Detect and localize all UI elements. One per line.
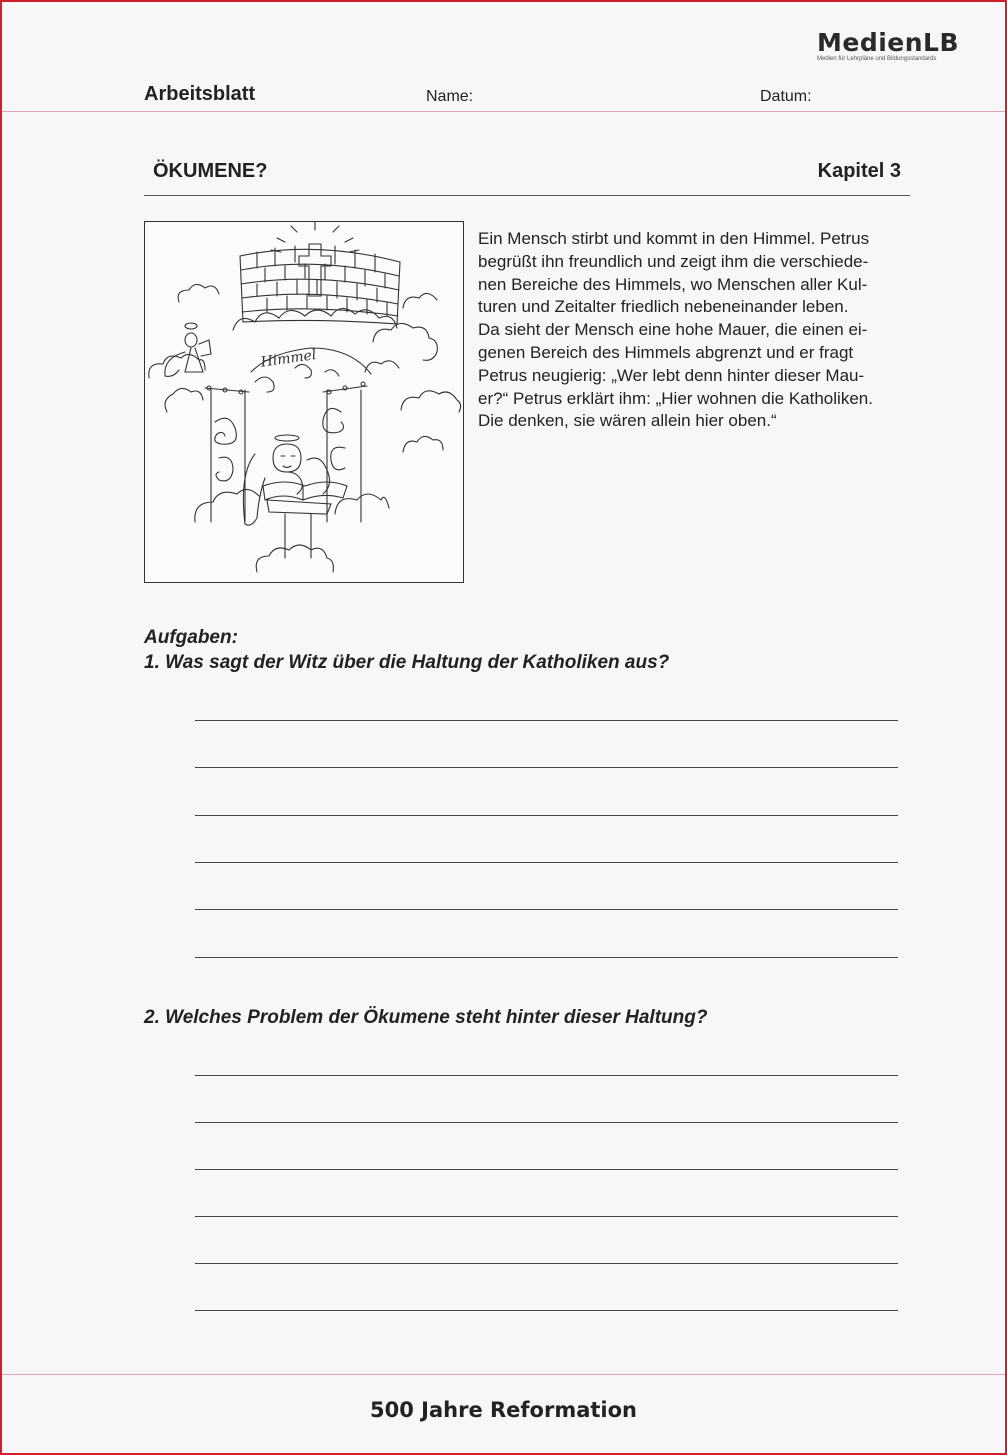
page-title: ÖKUMENE? <box>153 160 268 182</box>
question-1: 1. Was sagt der Witz über die Haltung der Katholiken aus? <box>144 652 670 673</box>
joke-line: turen und Zeitalter friedlich nebeneinander leben. <box>478 297 849 317</box>
answer-line-q1[interactable] <box>195 815 898 816</box>
name-label: Name: <box>426 88 474 105</box>
joke-line: Da sieht der Mensch eine hohe Mauer, die einen ei- <box>478 320 868 340</box>
worksheet-label: Arbeitsblatt <box>144 83 256 105</box>
joke-line: Die denken, sie wären allein hier oben.“ <box>478 411 777 431</box>
answer-line-q2[interactable] <box>195 1169 898 1170</box>
tasks-heading: Aufgaben: <box>144 627 238 648</box>
answer-line-q2[interactable] <box>195 1075 898 1076</box>
joke-line: Ein Mensch stirbt und kommt in den Himmel. Petrus <box>478 229 870 248</box>
answer-line-q1[interactable] <box>195 720 898 721</box>
footer-divider <box>2 1374 1005 1375</box>
answer-line-q1[interactable] <box>195 862 898 863</box>
heaven-drawing <box>145 222 463 582</box>
medienlb-logo <box>817 30 962 63</box>
logo-tagline: Medien für Lehrpläne und Bildungsstandards <box>817 56 937 62</box>
heaven-illustration <box>144 221 464 583</box>
joke-text <box>478 228 914 433</box>
chapter-label: Kapitel 3 <box>817 160 901 182</box>
joke-line: Petrus neugierig: „Wer lebt denn hinter dieser Mau- <box>478 365 865 385</box>
answer-line-q2[interactable] <box>195 1122 898 1123</box>
footer-title: 500 Jahre Reformation <box>370 1398 637 1422</box>
joke-line: nen Bereiche des Himmels, wo Menschen aller Kul- <box>478 274 868 294</box>
joke-line: begrüßt ihn freundlich und zeigt ihm die verschiede- <box>478 251 869 271</box>
himmel-lettering: Himmel <box>259 347 318 371</box>
answer-line-q1[interactable] <box>195 957 898 958</box>
question-2: 2. Welches Problem der Ökumene steht hinter dieser Haltung? <box>144 1007 708 1028</box>
answer-line-q2[interactable] <box>195 1216 898 1217</box>
logo-wordmark: MedienLB <box>817 28 960 57</box>
title-divider <box>144 195 910 196</box>
date-label: Datum: <box>760 88 812 105</box>
answer-line-q2[interactable] <box>195 1263 898 1264</box>
joke-line: genen Bereich des Himmels abgrenzt und er fragt <box>478 342 854 362</box>
answer-line-q1[interactable] <box>195 767 898 768</box>
header-divider <box>2 111 1005 112</box>
answer-line-q1[interactable] <box>195 909 898 910</box>
answer-line-q2[interactable] <box>195 1310 898 1311</box>
joke-line: er?“ Petrus erklärt ihm: „Hier wohnen die Katholiken. <box>478 388 873 408</box>
